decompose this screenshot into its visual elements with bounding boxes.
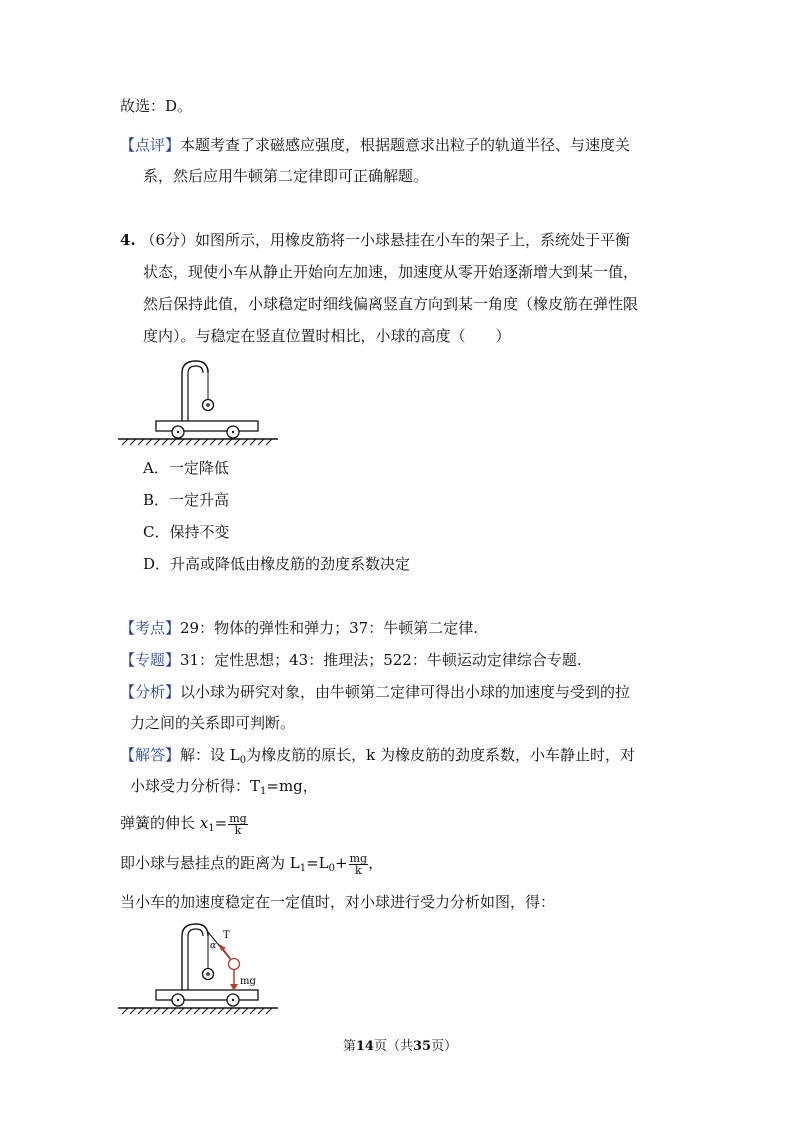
jieda2-sub: 1: [260, 786, 267, 797]
spring-x: x: [199, 814, 209, 832]
total-pages: 35: [413, 1039, 432, 1054]
zhuanti-text: 31：定性思想；43：推理法；522：牛顿运动定律综合专题.: [180, 651, 582, 669]
question-number: 4.: [120, 231, 136, 249]
fraction-mg-k: $\frac{mg}{k}$: [229, 811, 247, 837]
spring-line: [120, 810, 248, 842]
zhuanti-tag: 【专题】: [120, 651, 181, 669]
label-mg: mg: [240, 976, 256, 987]
option-a[interactable]: A．一定降低: [143, 459, 229, 477]
distance-text: 即小球与悬挂点的距离为 L: [120, 854, 300, 872]
question-4-line-1: [120, 230, 630, 250]
option-d[interactable]: D．升高或降低由橡皮筋的劲度系数决定: [143, 555, 411, 573]
cart-figure-2: [118, 918, 278, 1018]
distance-line: [120, 850, 383, 882]
jieda-text-b: 为橡皮筋的原长，k 为橡皮筋的劲度系数，小车静止时，对: [246, 746, 635, 764]
spring-eq: =: [214, 814, 228, 832]
cart-figure-1: [118, 355, 278, 451]
last-line: 当小车的加速度稳定在一定值时，对小球进行受力分析如图，得：: [120, 893, 556, 911]
label-alpha: α: [210, 941, 217, 951]
kaodian-line: [120, 618, 478, 638]
distance-plus: +: [335, 854, 348, 872]
question-4-line-4: 度内）。与稳定在竖直位置时相比，小球的高度（ ）: [143, 327, 511, 345]
comment-line-2: 系，然后应用牛顿第二定律即可正确解题。: [143, 167, 429, 185]
jieda2-text-a: 小球受力分析得：T: [130, 777, 261, 795]
distance-sub2: 0: [328, 863, 336, 874]
question-4-line-2: 状态，现使小车从静止开始向左加速，加速度从零开始逐渐增大到某一值，: [143, 263, 639, 281]
fenxi-line-2: 力之间的关系即可判断。: [130, 714, 296, 732]
fenxi-line-1: [120, 682, 630, 702]
jieda-text-a: 解：设 L: [180, 746, 240, 764]
option-b[interactable]: B．一定升高: [143, 491, 230, 509]
spring-text: 弹簧的伸长: [120, 814, 196, 832]
label-T: T: [223, 930, 230, 941]
question-4-line-3: 然后保持此值，小球稳定时细线偏离竖直方向到某一角度（橡皮筋在弹性限: [143, 295, 639, 313]
jieda-line-1: [120, 745, 635, 771]
comment-text: 本题考查了求磁感应强度，根据题意求出粒子的轨道半径、与速度关: [180, 136, 631, 154]
distance-sub1: 1: [299, 863, 307, 874]
comment-tag: 【点评】: [120, 136, 181, 154]
jieda-sub: 0: [239, 755, 247, 766]
answer-line: 故选：D。: [120, 97, 193, 115]
zhuanti-line: [120, 650, 582, 670]
distance-text-b: =L: [306, 854, 329, 872]
page-footer: 第14页（共35页）: [342, 1039, 458, 1054]
page-number: 14: [355, 1039, 374, 1054]
kaodian-text: 29：物体的弹性和弹力；37：牛顿第二定律.: [180, 619, 478, 637]
option-c[interactable]: C．保持不变: [143, 523, 230, 541]
kaodian-tag: 【考点】: [120, 619, 181, 637]
fraction-mg-k-2: $\frac{mg}{k}$: [349, 851, 368, 877]
fenxi-tag: 【分析】: [120, 683, 181, 701]
jieda-line-2: [130, 776, 318, 802]
distance-end: ，: [368, 854, 384, 872]
comment-line-1: [120, 135, 630, 155]
jieda-tag: 【解答】: [120, 746, 181, 764]
spring-sub: 1: [208, 823, 215, 834]
question-text-1: （6分）如图所示，用橡皮筋将一小球悬挂在小车的架子上，系统处于平衡: [140, 231, 630, 249]
fenxi-text: 以小球为研究对象，由牛顿第二定律可得出小球的加速度与受到的拉: [180, 683, 631, 701]
jieda2-text-b: =mg，: [266, 777, 318, 795]
